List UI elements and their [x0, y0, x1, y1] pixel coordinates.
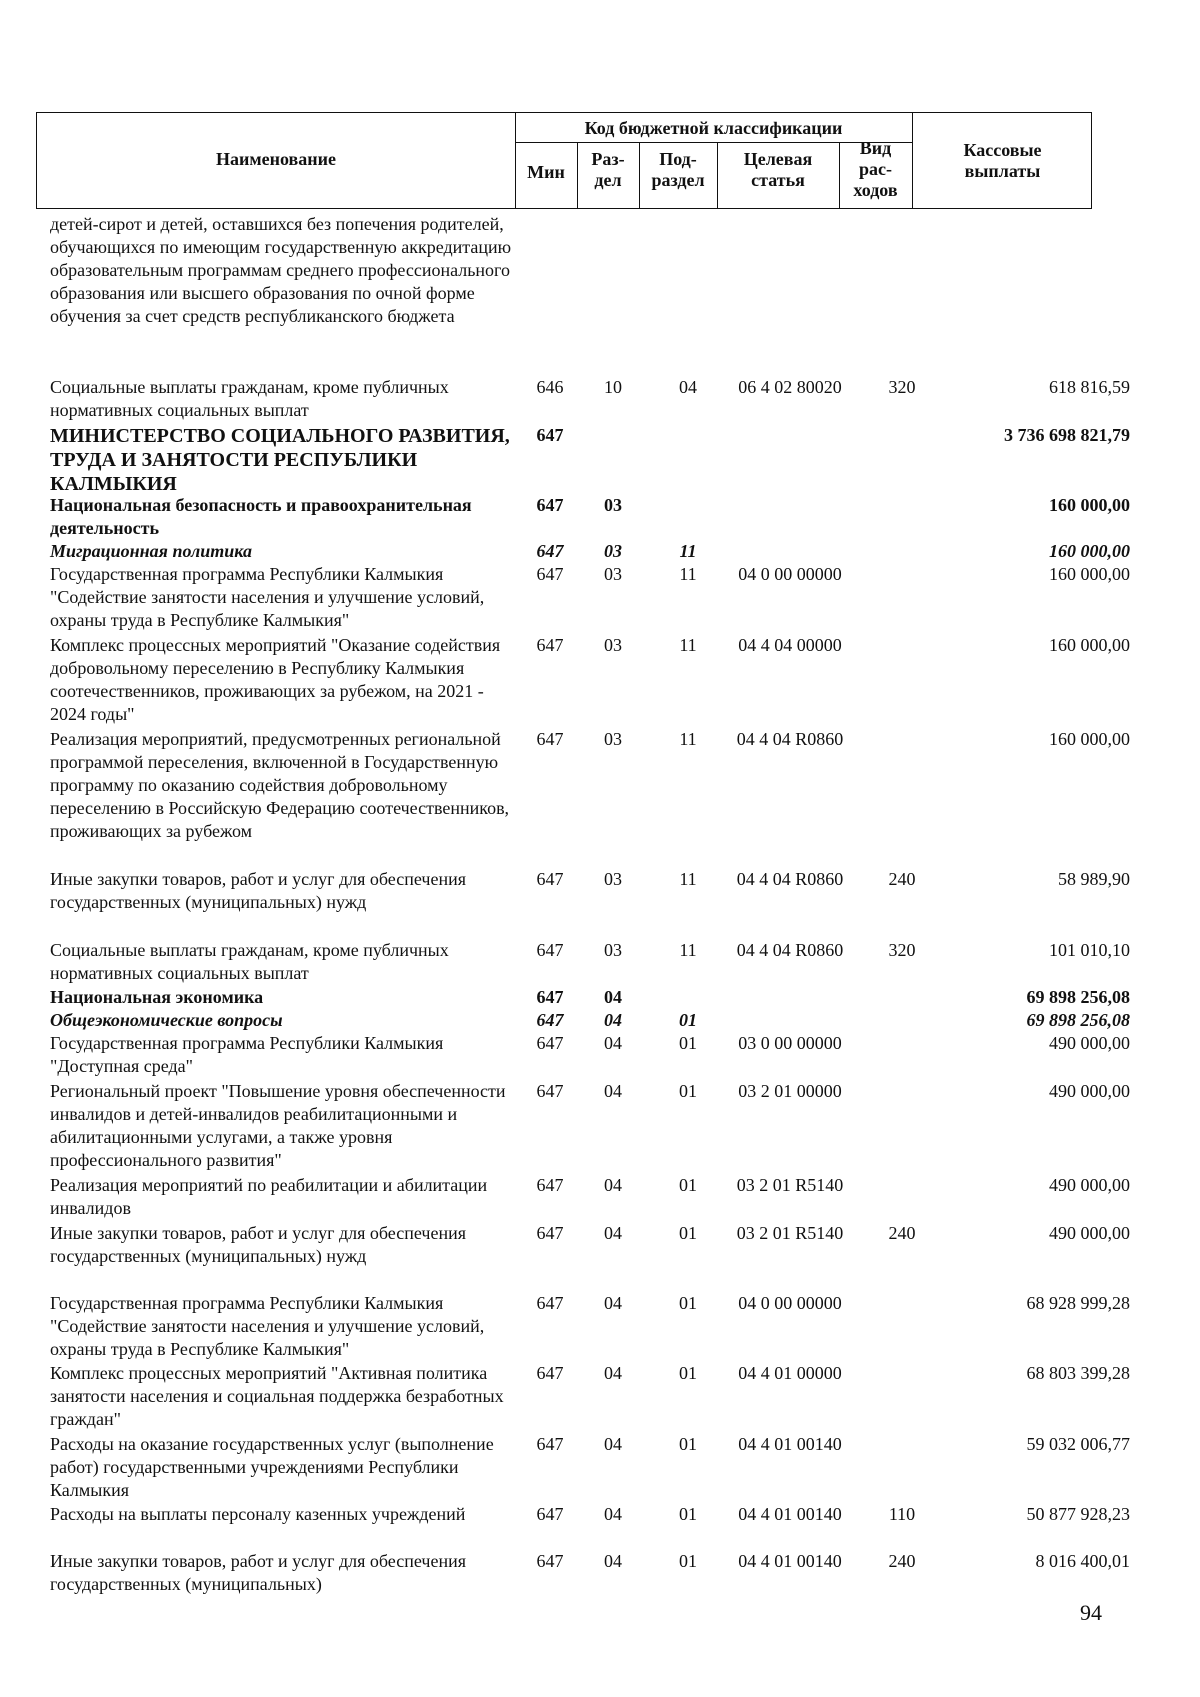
table-header [36, 112, 1092, 209]
header-kassa-line: выплаты [964, 161, 1041, 181]
row-celevaya: 03 2 01 R5140 [736, 1175, 844, 1195]
header-kassa [912, 140, 1093, 182]
row-min: 647 [536, 425, 564, 445]
row-min: 647 [536, 1551, 564, 1571]
row-razdel: 04 [604, 1293, 622, 1313]
row-celevaya: 03 0 00 00000 [738, 1033, 842, 1053]
row-podrazdel: 01 [679, 1010, 697, 1030]
row-celevaya: 04 4 04 R0860 [736, 869, 844, 889]
row-amount: 160 000,00 [1049, 635, 1130, 655]
row-razdel: 04 [604, 1223, 622, 1243]
row-amount: 68 928 999,28 [1026, 1293, 1130, 1313]
row-min: 647 [536, 495, 564, 515]
row-amount: 490 000,00 [1049, 1033, 1130, 1053]
header-podrazdel-line: раздел [651, 170, 705, 190]
row-podrazdel: 01 [679, 1434, 697, 1454]
row-celevaya: 04 4 01 00140 [738, 1551, 842, 1571]
row-celevaya: 04 4 01 00000 [738, 1363, 842, 1383]
row-name: Национальная экономика [50, 987, 264, 1007]
row-name: Иные закупки товаров, работ и услуг для обеспечения государственных (муниципальных) нужд [50, 1223, 466, 1266]
header-razdel [577, 149, 639, 191]
header-vid-line: ходов [853, 180, 898, 200]
row-razdel: 04 [604, 1175, 622, 1195]
row-celevaya: 04 4 01 00140 [738, 1434, 842, 1454]
row-min: 647 [536, 1081, 564, 1101]
row-min: 647 [536, 635, 564, 655]
header-podrazdel-line: Под- [659, 149, 697, 169]
row-amount: 69 898 256,08 [1026, 1010, 1130, 1030]
row-podrazdel: 04 [679, 377, 697, 397]
row-podrazdel: 01 [679, 1033, 697, 1053]
header-budget-code-group: Код бюджетной классификации [584, 118, 843, 138]
header-celevaya-line: статья [751, 170, 805, 190]
row-razdel: 03 [604, 869, 622, 889]
row-vid: 320 [888, 377, 916, 397]
row-amount: 618 816,59 [1049, 377, 1130, 397]
row-vid: 320 [888, 940, 916, 960]
row-vid: 240 [888, 1551, 916, 1571]
row-celevaya: 06 4 02 80020 [738, 377, 842, 397]
row-razdel: 04 [604, 1033, 622, 1053]
row-amount: 490 000,00 [1049, 1175, 1130, 1195]
page-number: 94 [1080, 1600, 1102, 1625]
row-podrazdel: 11 [679, 564, 697, 584]
header-min: Мин [527, 162, 565, 182]
row-amount: 490 000,00 [1049, 1081, 1130, 1101]
row-podrazdel: 11 [679, 729, 697, 749]
row-celevaya: 04 0 00 00000 [738, 1293, 842, 1313]
row-celevaya: 04 4 04 00000 [738, 635, 842, 655]
row-min: 647 [536, 541, 564, 561]
row-razdel: 04 [604, 1504, 622, 1524]
row-name: Комплекс процессных мероприятий "Активная политика занятости населения и социальная поддержка безработных граждан" [50, 1363, 504, 1429]
row-min: 647 [536, 1223, 564, 1243]
row-min: 647 [536, 987, 564, 1007]
header-podrazdel [639, 149, 717, 191]
row-razdel: 03 [604, 635, 622, 655]
row-min: 647 [536, 1293, 564, 1313]
row-celevaya: 04 4 04 R0860 [736, 940, 844, 960]
row-razdel: 04 [604, 1551, 622, 1571]
row-name: Государственная программа Республики Калмыкия "Доступная среда" [50, 1033, 444, 1076]
row-name: Реализация мероприятий, предусмотренных региональной программой переселения, включенной в Государственную программу по оказанию содействия добровольному переселению в Российскую Федерацию соотечественников, проживающих за рубежом [50, 729, 510, 841]
row-vid: 110 [888, 1504, 916, 1524]
row-razdel: 03 [604, 541, 622, 561]
row-razdel: 10 [604, 377, 622, 397]
row-amount: 50 877 928,23 [1026, 1504, 1130, 1524]
row-podrazdel: 01 [679, 1551, 697, 1571]
row-podrazdel: 11 [679, 541, 697, 561]
row-name: Государственная программа Республики Калмыкия "Содействие занятости населения и улучшение условий, охраны труда в Республике Калмыкия" [50, 564, 485, 630]
row-name: Расходы на выплаты персоналу казенных учреждений [50, 1504, 466, 1524]
row-name: Комплекс процессных мероприятий "Оказание содействия добровольному переселению в Республику Калмыкия соотечественников, проживающих за рубежом, на 2021 - 2024 годы" [50, 635, 501, 724]
row-min: 647 [536, 1363, 564, 1383]
header-celevaya-line: Целевая [743, 149, 813, 169]
row-min: 647 [536, 1010, 564, 1030]
row-razdel: 03 [604, 729, 622, 749]
row-celevaya: 04 0 00 00000 [738, 564, 842, 584]
row-amount: 3 736 698 821,79 [1004, 425, 1130, 445]
header-name: Наименование [216, 149, 336, 169]
row-min: 647 [536, 1033, 564, 1053]
row-razdel: 04 [604, 1434, 622, 1454]
row-name: Общеэкономические вопросы [50, 1010, 283, 1030]
row-amount: 160 000,00 [1049, 495, 1130, 515]
row-name: Миграционная политика [50, 541, 252, 561]
row-podrazdel: 01 [679, 1223, 697, 1243]
row-amount: 160 000,00 [1049, 564, 1130, 584]
row-name: Расходы на оказание государственных услуг (выполнение работ) государственными учреждениями Республики Калмыкия [50, 1434, 494, 1500]
header-celevaya [717, 149, 839, 191]
row-amount: 101 010,10 [1049, 940, 1130, 960]
row-podrazdel: 01 [679, 1175, 697, 1195]
header-razdel-line: дел [594, 170, 622, 190]
row-name: Иные закупки товаров, работ и услуг для обеспечения государственных (муниципальных) [50, 1551, 466, 1594]
row-celevaya: 03 2 01 00000 [738, 1081, 842, 1101]
row-amount: 69 898 256,08 [1026, 987, 1130, 1007]
row-min: 646 [536, 377, 564, 397]
row-celevaya: 04 4 04 R0860 [736, 729, 844, 749]
row-razdel: 04 [604, 1363, 622, 1383]
row-razdel: 04 [604, 987, 622, 1007]
header-vid-line: Вид [859, 138, 892, 158]
row-podrazdel: 01 [679, 1081, 697, 1101]
header-vid [839, 138, 912, 201]
row-razdel: 03 [604, 495, 622, 515]
row-min: 647 [536, 729, 564, 749]
row-podrazdel: 11 [679, 940, 697, 960]
row-amount: 8 016 400,01 [1035, 1551, 1130, 1571]
row-amount: 59 032 006,77 [1026, 1434, 1130, 1454]
row-amount: 58 989,90 [1058, 869, 1130, 889]
header-razdel-line: Раз- [591, 149, 625, 169]
row-amount: 160 000,00 [1049, 541, 1130, 561]
row-razdel: 04 [604, 1081, 622, 1101]
row-podrazdel: 11 [679, 869, 697, 889]
row-name: Иные закупки товаров, работ и услуг для обеспечения государственных (муниципальных) нужд [50, 869, 466, 912]
row-celevaya: 04 4 01 00140 [738, 1504, 842, 1524]
row-podrazdel: 01 [679, 1293, 697, 1313]
row-name: Региональный проект "Повышение уровня обеспеченности инвалидов и детей-инвалидов реабилитационными и абилитационными услугами, а также уровня профессионального развития" [50, 1081, 506, 1170]
row-name: Национальная безопасность и правоохранительная деятельность [50, 495, 472, 538]
row-min: 647 [536, 869, 564, 889]
row-amount: 490 000,00 [1049, 1223, 1130, 1243]
row-min: 647 [536, 1434, 564, 1454]
row-name: Социальные выплаты гражданам, кроме публичных нормативных социальных выплат [50, 940, 449, 983]
row-name: Реализация мероприятий по реабилитации и абилитации инвалидов [50, 1175, 488, 1218]
row-min: 647 [536, 1504, 564, 1524]
row-podrazdel: 01 [679, 1363, 697, 1383]
row-name: детей-сирот и детей, оставшихся без попечения родителей, обучающихся по имеющим государственную аккредитацию образовательным программам среднего профессионального образования или высшего образования по очной форме обучения за счет средств республиканского бюджета [50, 214, 512, 326]
row-amount: 68 803 399,28 [1026, 1363, 1130, 1383]
row-min: 647 [536, 564, 564, 584]
row-razdel: 03 [604, 564, 622, 584]
row-celevaya: 03 2 01 R5140 [736, 1223, 844, 1243]
header-vid-line: рас- [859, 159, 892, 179]
row-podrazdel: 11 [679, 635, 697, 655]
header-kassa-line: Кассовые [963, 140, 1042, 160]
row-min: 647 [536, 1175, 564, 1195]
row-name: Государственная программа Республики Калмыкия "Содействие занятости населения и улучшение условий, охраны труда в Республике Калмыкия" [50, 1293, 485, 1359]
row-name: МИНИСТЕРСТВО СОЦИАЛЬНОГО РАЗВИТИЯ, ТРУДА И ЗАНЯТОСТИ РЕСПУБЛИКИ КАЛМЫКИЯ [50, 425, 510, 495]
row-vid: 240 [888, 869, 916, 889]
row-vid: 240 [888, 1223, 916, 1243]
row-podrazdel: 01 [679, 1504, 697, 1524]
row-razdel: 03 [604, 940, 622, 960]
row-name: Социальные выплаты гражданам, кроме публичных нормативных социальных выплат [50, 377, 449, 420]
row-min: 647 [536, 940, 564, 960]
row-razdel: 04 [604, 1010, 622, 1030]
row-amount: 160 000,00 [1049, 729, 1130, 749]
